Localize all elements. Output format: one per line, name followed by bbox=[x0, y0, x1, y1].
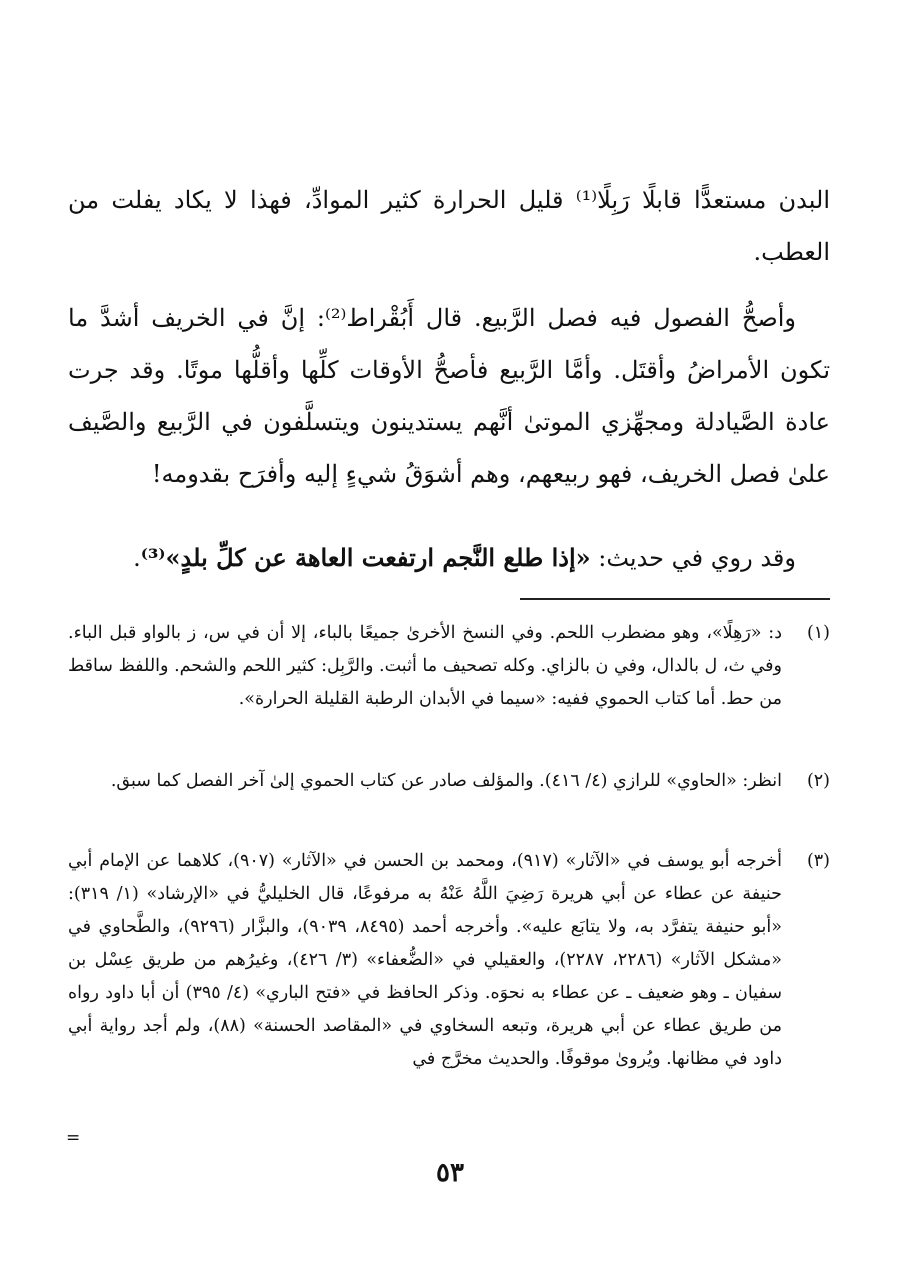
footnote-2-text: انظر: «الحاوي» للرازي (٤/ ٤١٦). والمؤلف صادر عن كتاب الحموي إلىٰ آخر الفصل كما سبق. bbox=[110, 771, 782, 791]
paragraph-3-prefix: وقد روي في حديث: bbox=[590, 544, 796, 572]
page-number: ٥٣ bbox=[436, 1158, 464, 1188]
footnote-3-number: (٣) bbox=[806, 851, 830, 871]
paragraph-1: البدن مستعدًّا قابلًا رَبِلًا⁽¹⁾ قليل الحرارة كثير الموادِّ، فهذا لا يكاد يفلت من العطب. bbox=[68, 186, 831, 266]
footnote-3 bbox=[68, 845, 830, 1076]
paragraph-3 bbox=[68, 532, 830, 584]
footnote-1-text: د: «رَهِلًا»، وهو مضطرب اللحم. وفي النسخ الأخرىٰ جميعًا بالباء، إلا أن في س، ز بالواو قبل الباء. وفي ث، ل بالدال، وفي ن بالزاي. وكله تصحيف ما أثبت. والرَّبِل: كثير اللحم والشحم. واللفظ ساقط من حط. أما كتاب الحموي ففيه: «سيما في الأبدان الرطبة القليلة الحرارة». bbox=[68, 623, 782, 709]
hadith-quote: «إذا طلع النَّجم ارتفعت العاهة عن كلِّ بلدٍ»⁽³⁾ bbox=[140, 543, 591, 572]
footnote-2 bbox=[68, 765, 830, 798]
footnote-1-number: (١) bbox=[806, 623, 830, 643]
paragraph-3-suffix: . bbox=[133, 544, 141, 572]
footnote-2-number: (٢) bbox=[806, 771, 830, 791]
paragraph-2: وأصحُّ الفصول فيه فصل الرَّبيع. قال أَبُقْراط⁽²⁾: إنَّ في الخريف أشدَّ ما تكون الأمراضُ وأقتَل. وأمَّا الرَّبيع فأصحُّ الأوقات كلِّها وأقلُّها موتًا. وقد جرت عادة الصَّيادلة ومجهِّزي الموتىٰ أنَّهم يستدينون ويتسلَّفون في الرَّبيع والصَّيف علىٰ فصل الخريف، فهو ربيعهم، وهم أشوَقُ شيءٍ إليه وأفرَح بقدومه! bbox=[68, 304, 830, 488]
footnote-separator bbox=[520, 598, 830, 600]
continuation-mark: = bbox=[66, 1128, 81, 1148]
footnote-1 bbox=[68, 617, 830, 716]
footnote-3-text: أخرجه أبو يوسف في «الآثار» (٩١٧)، ومحمد بن الحسن في «الآثار» (٩٠٧)، كلاهما عن الإمام أبي حنيفة عن عطاء عن أبي هريرة رَضِيَ اللَّهُ عَنْهُ به مرفوعًا، قال الخليليُّ في «الإرشاد» (١/ ٣١٩): «أبو حنيفة يتفرَّد به، ولا يتابَع عليه». وأخرجه أحمد (٨٤٩٥، ٩٠٣٩)، والبزَّار (٩٢٩٦)، والطَّحاوي في «مشكل الآثار» (٢٢٨٦، ٢٢٨٧)، والعقيلي في «الضُّعفاء» (٣/ ٤٢٦)، وغيرُهم من طريق عِسْل بن سفيان ـ وهو ضعيف ـ عن عطاء به نحوَه. وذكر الحافظ في «فتح الباري» (٤/ ٣٩٥) أن أبا داود رواه من طريق عطاء عن أبي هريرة، وتبعه السخاوي في «المقاصد الحسنة» (٨٨)، ولم أجد رواية أبي داود في مظانها. ويُروىٰ موقوفًا. والحديث مخرَّج في bbox=[68, 851, 782, 1069]
